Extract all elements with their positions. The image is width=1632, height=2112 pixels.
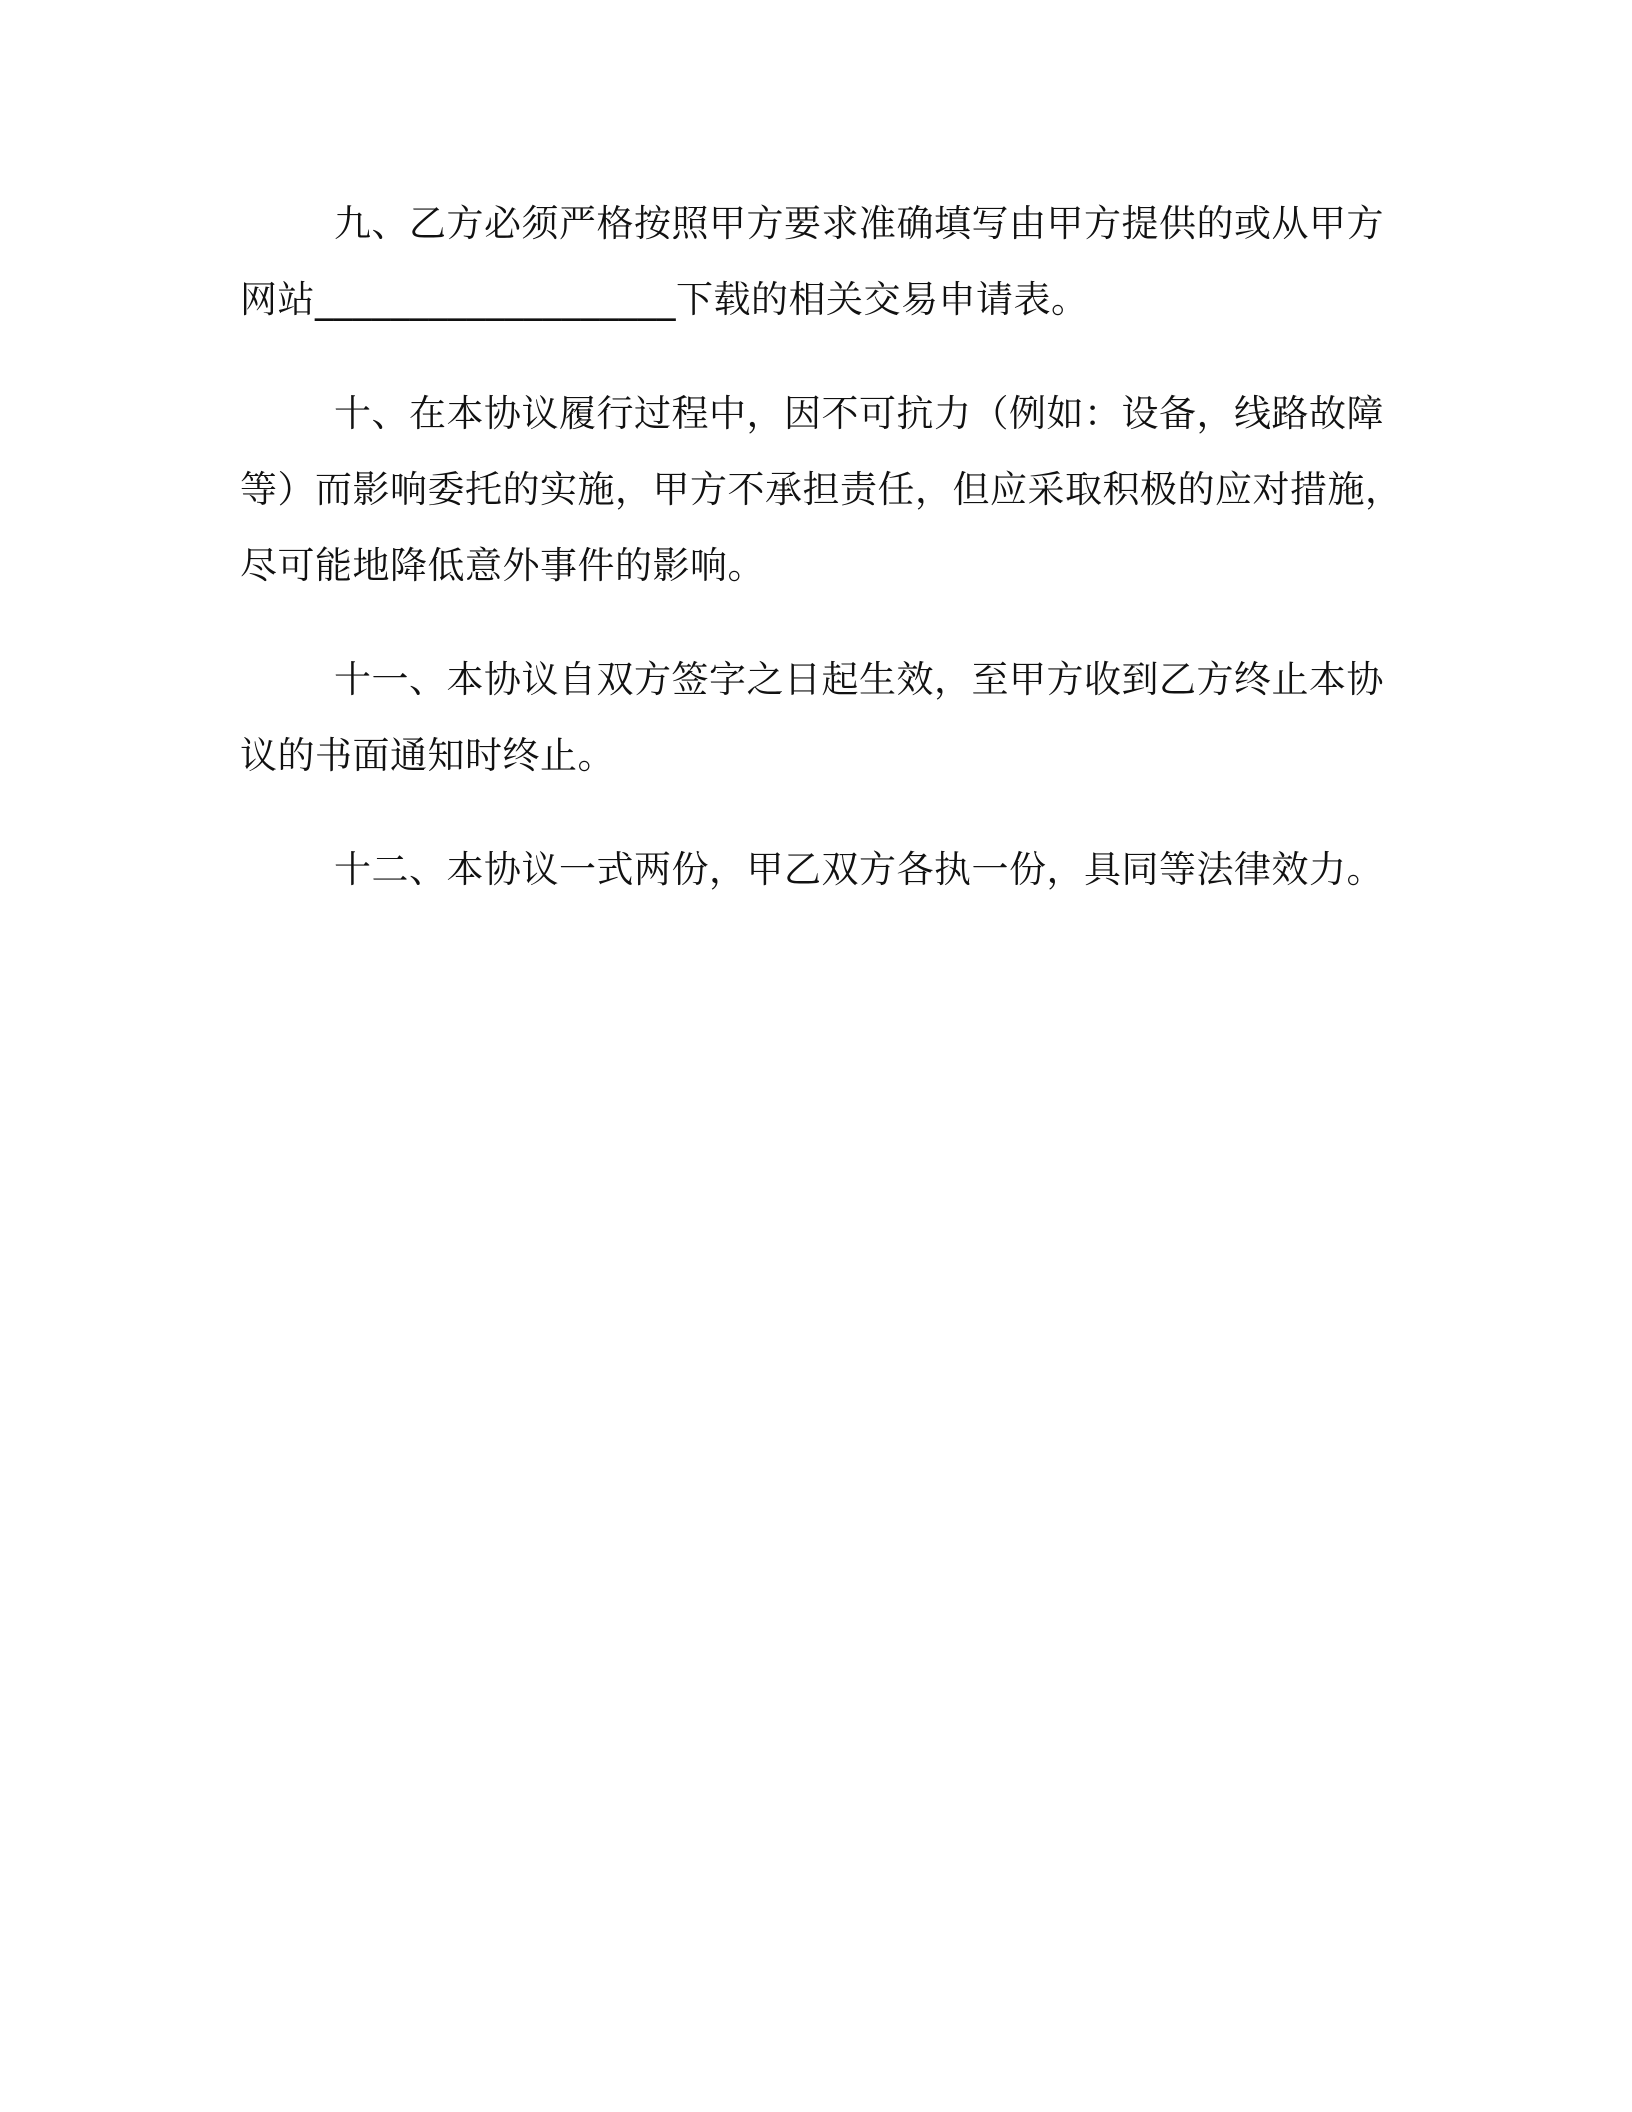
clause-11-line-1: 十一、本协议自双方签字之日起生效，至甲方收到乙方终止本协 (334, 658, 1384, 701)
clause-10-line-3: 尽可能地降低意外事件的影响。 (240, 544, 765, 587)
clause-12-line-1: 十二、本协议一式两份，甲乙双方各执一份，具同等法律效力。 (334, 848, 1384, 891)
clause-9-line-2: 网站___________________下载的相关交易申请表。 (240, 278, 1089, 321)
clause-12 (240, 832, 1384, 908)
clause-10-line-1: 十、在本协议履行过程中，因不可抗力（例如：设备，线路故障 (334, 392, 1384, 435)
clause-10-line-2: 等）而影响委托的实施，甲方不承担责任，但应采取积极的应对措施， (240, 468, 1403, 511)
clause-11 (240, 642, 1384, 794)
clause-9-line-1: 九、乙方必须严格按照甲方要求准确填写由甲方提供的或从甲方 (334, 202, 1384, 245)
agreement-body (240, 186, 1403, 946)
clause-9 (240, 186, 1384, 338)
clause-10 (240, 376, 1403, 604)
clause-11-line-2: 议的书面通知时终止。 (240, 734, 615, 777)
